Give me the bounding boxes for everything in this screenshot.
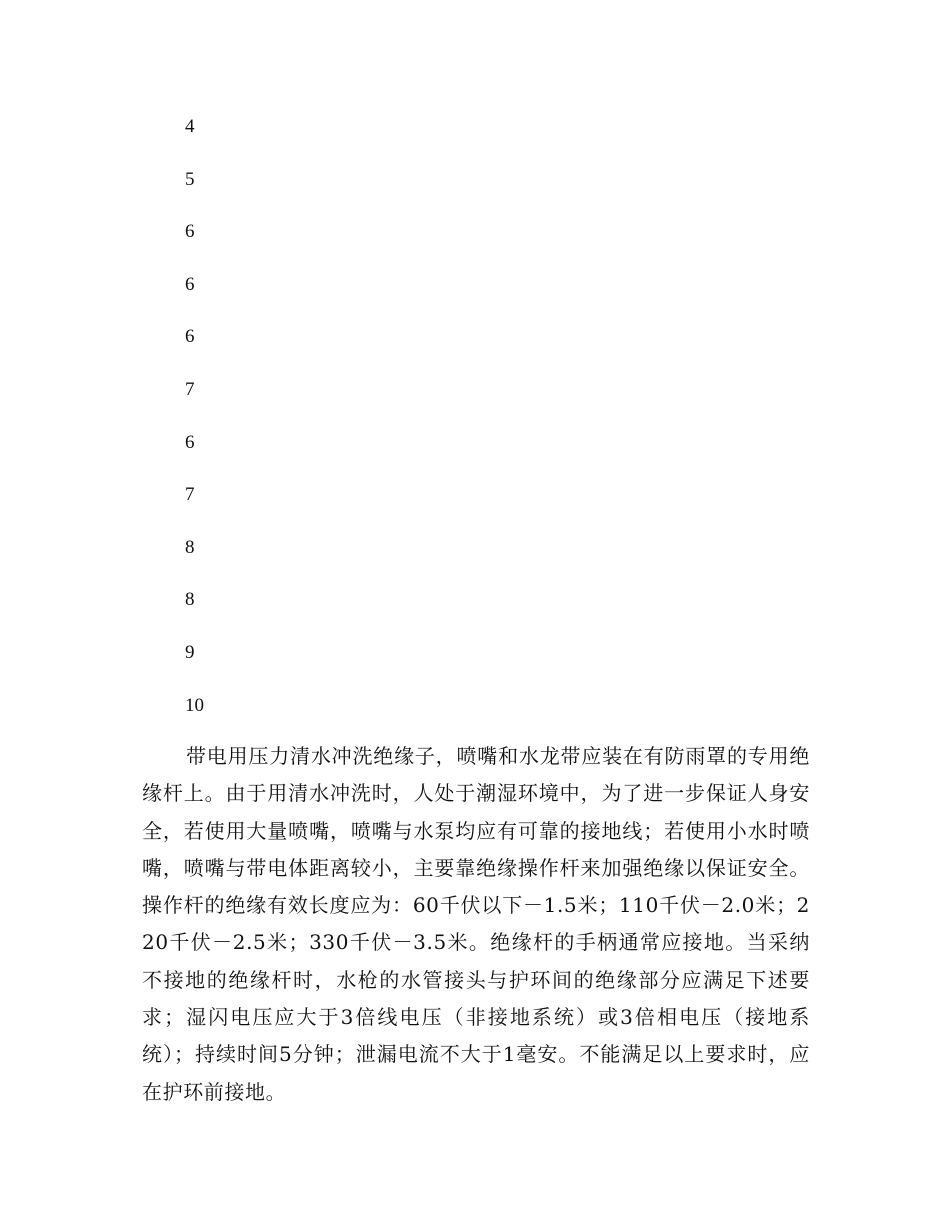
list-item: 5	[185, 168, 195, 190]
list-item: 4	[185, 116, 195, 137]
body-paragraph: 带电用压力清水冲洗绝缘子，喷嘴和水龙带应装在有防雨罩的专用绝缘杆上。由于用清水冲洗时，人处于潮湿环境中，为了进一步保证人身安全，若使用大量喷嘴，喷嘴与水泵均应有可靠的接地线；若使用小水时喷嘴，喷嘴与带电体距离较小，主要靠绝缘操作杆来加强绝缘以保证安全。操作杆的绝缘有效长度应为：60千伏以下－1.5米；110千伏－2.0米；220千伏－2.5米；330千伏－3.5米。绝缘杆的手柄通常应接地。当采纳不接地的绝缘杆时，水枪的水管接头与护环间的绝缘部分应满足下述要求；湿闪电压应大于3倍线电压（非接地系统）或3倍相电压（接地系统）；持续时间5分钟；泄漏电流不大于1毫安。不能满足以上要求时，应在护环前接地。	[142, 744, 810, 1104]
list-item: 6	[185, 326, 195, 348]
list-item: 8	[185, 589, 195, 611]
list-item: 9	[185, 641, 195, 663]
list-item: 7	[185, 378, 195, 400]
list-item: 8	[185, 536, 195, 558]
list-item: 6	[185, 221, 195, 243]
list-item: 6	[185, 431, 195, 453]
list-item: 10	[185, 694, 204, 716]
number-list	[185, 112, 204, 743]
list-item: 7	[185, 484, 195, 506]
list-item: 6	[185, 273, 195, 295]
